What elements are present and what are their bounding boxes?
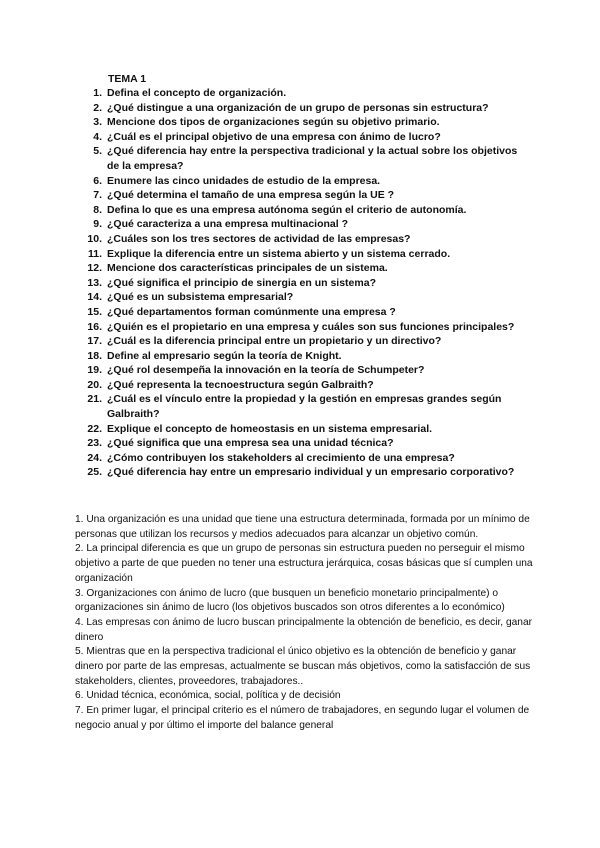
question-item — [78, 392, 528, 421]
question-item — [78, 232, 528, 247]
question-item — [78, 86, 528, 101]
question-item — [78, 422, 528, 437]
question-item — [78, 305, 528, 320]
question-item — [78, 261, 528, 276]
question-text: ¿Qué departamentos forman comúnmente una empresa ? — [107, 305, 396, 318]
answer-paragraph: 3. Organizaciones con ánimo de lucro (que busquen un beneficio monetario principalmente) o organizaciones sin ánimo de lucro (los objetivos buscados son otros diferentes a lo económico) — [75, 587, 505, 614]
question-item — [78, 203, 528, 218]
question-item — [78, 188, 528, 203]
question-text: ¿Qué diferencia hay entre un empresario individual y un empresario corporativo? — [107, 466, 515, 479]
question-text: Defina el concepto de organización. — [107, 87, 287, 99]
question-text: ¿Qué significa el principio de sinergia en un sistema? — [107, 276, 376, 289]
question-text: Mencione dos tipos de organizaciones según su objetivo primario. — [107, 116, 440, 129]
question-text: Explique el concepto de homeostasis en un sistema empresarial. — [107, 422, 433, 435]
question-text: ¿Cuál es la diferencia principal entre un propietario y un directivo? — [107, 335, 442, 348]
question-text: Enumere las cinco unidades de estudio de la empresa. — [107, 174, 381, 187]
question-item — [78, 290, 528, 305]
question-number: 20 . — [78, 378, 102, 393]
question-number: 5 . — [78, 144, 102, 159]
question-number: 18 . — [78, 349, 102, 364]
question-text: Define al empresario según la teoría de Knight. — [107, 349, 342, 362]
question-text: ¿Cómo contribuyen los stakeholders al crecimiento de una empresa? — [107, 451, 455, 464]
answer-paragraph: 1. Una organización es una unidad que tiene una estructura determinada, formada por un mínimo de personas que utilizan los recursos y medios adecuados para alcanzar un objetivo común. — [75, 514, 530, 540]
question-text: ¿Qué diferencia hay entre la perspectiva tradicional y la actual sobre los objetivos de la empresa? — [107, 145, 518, 172]
question-text: ¿Cuáles son los tres sectores de actividad de las empresas? — [107, 232, 411, 245]
question-text: Mencione dos características principales de un sistema. — [107, 262, 388, 275]
question-text: ¿Qué representa la tecnoestructura según Galbraith? — [107, 378, 374, 391]
question-item — [78, 217, 528, 232]
answer-paragraph: 6. Unidad técnica, económica, social, política y de decisión — [75, 690, 341, 702]
question-text: ¿Qué significa que una empresa sea una unidad técnica? — [107, 437, 394, 450]
question-number: 1 . — [78, 86, 102, 101]
question-number: 12 . — [78, 261, 102, 276]
question-text: ¿Qué caracteriza a una empresa multinacional ? — [107, 218, 349, 231]
question-item — [78, 465, 528, 480]
question-number: 22 . — [78, 422, 102, 437]
question-text: Defina lo que es una empresa autónoma según el criterio de autonomía. — [107, 203, 467, 216]
question-item — [78, 334, 528, 349]
question-item — [78, 144, 528, 173]
question-item — [78, 363, 528, 378]
question-number: 21 . — [78, 392, 102, 407]
question-text: ¿Qué es un subsistema empresarial? — [107, 291, 294, 304]
question-number: 25 . — [78, 465, 102, 480]
question-item — [78, 130, 528, 145]
question-number: 13 . — [78, 276, 102, 291]
question-item — [78, 436, 528, 451]
question-item — [78, 451, 528, 466]
question-text: Explique la diferencia entre un sistema abierto y un sistema cerrado. — [107, 247, 451, 260]
question-list — [78, 86, 528, 480]
question-number: 15 . — [78, 305, 102, 320]
question-item — [78, 276, 528, 291]
question-number: 14 . — [78, 290, 102, 305]
answer-paragraph: 5. Mientras que en la perspectiva tradicional el único objetivo es la obtención de beneficio y ganar dinero por parte de las empresas, actualmente se buscan más objetivos, como la satisfacción de sus stakeholders, clientes, proveedores, trabajadores.. — [75, 646, 531, 687]
question-text: ¿Cuál es el principal objetivo de una empresa con ánimo de lucro? — [107, 130, 441, 143]
question-number: 6 . — [78, 174, 102, 189]
question-number: 2 . — [78, 101, 102, 116]
answer-paragraph: 2. La principal diferencia es que un grupo de personas sin estructura pueden no perseguir el mismo objetivo a parte de que pueden no tener una estructura jerárquica, cosas básicas que sí cumplen una organización — [75, 543, 533, 584]
question-text: ¿Cuál es el vínculo entre la propiedad y la gestión en empresas grandes según Galbraith? — [107, 393, 502, 421]
question-number: 7 . — [78, 188, 102, 203]
answers-section — [75, 513, 533, 734]
question-item — [78, 378, 528, 393]
question-number: 24 . — [78, 451, 102, 466]
question-number: 16 . — [78, 320, 102, 335]
question-text: ¿Qué rol desempeña la innovación en la teoría de Schumpeter? — [107, 364, 425, 377]
question-number: 10 . — [78, 232, 102, 247]
topic-title: TEMA 1 — [108, 73, 147, 85]
question-item — [78, 349, 528, 364]
question-text: ¿Quién es el propietario en una empresa y cuáles son sus funciones principales? — [107, 320, 515, 333]
question-item — [78, 101, 528, 116]
answer-paragraph: 7. En primer lugar, el principal criterio es el número de trabajadores, en segundo lugar el volumen de negocio anual y por último el importe del balance general — [75, 705, 530, 731]
question-number: 23 . — [78, 436, 102, 451]
question-text: ¿Qué determina el tamaño de una empresa según la UE ? — [107, 189, 395, 202]
question-number: 19 . — [78, 363, 102, 378]
question-item — [78, 174, 528, 189]
question-number: 4 . — [78, 130, 102, 145]
question-number: 8 . — [78, 203, 102, 218]
question-item — [78, 320, 528, 335]
question-text: ¿Qué distingue a una organización de un grupo de personas sin estructura? — [107, 101, 489, 114]
question-number: 11 . — [78, 247, 102, 262]
question-number: 9 . — [78, 217, 102, 232]
answer-paragraph: 4. Las empresas con ánimo de lucro buscan principalmente la obtención de beneficio, es decir, ganar dinero — [75, 616, 533, 643]
question-item — [78, 247, 528, 262]
question-item — [78, 115, 528, 130]
question-number: 3 . — [78, 115, 102, 130]
question-number: 17 . — [78, 334, 102, 349]
